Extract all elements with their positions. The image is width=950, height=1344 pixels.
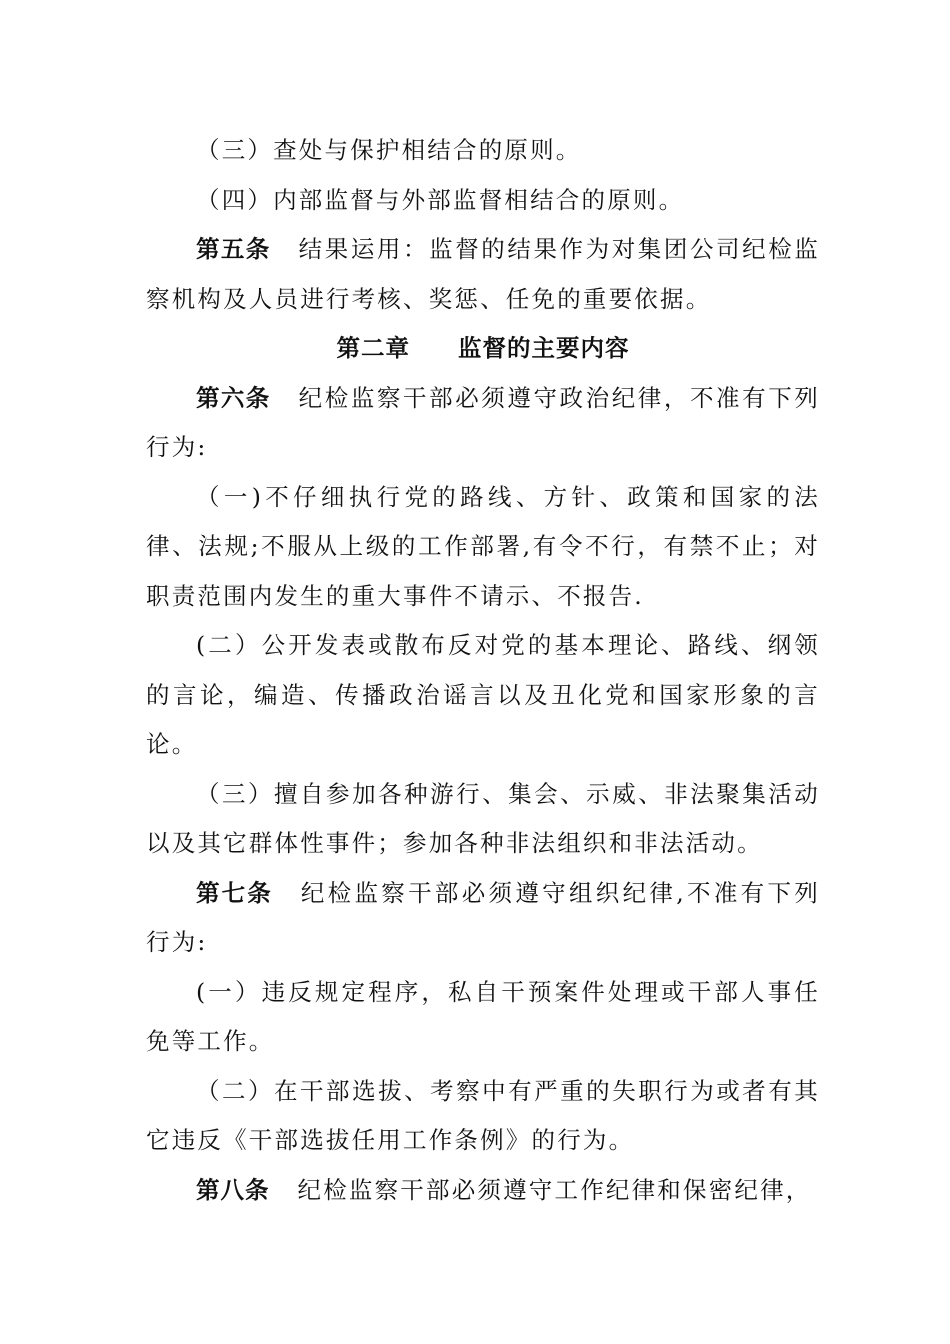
paragraph-text: (一）违反规定程序，私自干预案件处理或干部人事任免等工作。 [146,977,820,1055]
chapter-title: 监督的主要内容 [458,334,630,362]
article-label: 第八条 [196,1175,270,1204]
article-6-item-2 [146,621,820,770]
article-label: 第五条 [196,235,271,263]
article-8 [146,1166,820,1216]
document-page [146,126,820,1215]
article-6-item-1 [146,473,820,622]
article-7 [146,869,820,968]
paragraph-text: （二）在干部选拔、考察中有严重的失职行为或者有其它违反《干部选拔任用工作条例》的行为。 [146,1076,820,1154]
paragraph-principle-3 [146,126,820,176]
paragraph-text: （三）查处与保护相结合的原则。 [196,136,582,164]
article-5 [146,225,820,324]
paragraph-text: （四）内部监督与外部监督相结合的原则。 [196,185,685,214]
chapter-number: 第二章 [336,334,410,362]
article-text: 纪检监察干部必须遵守工作纪律和保密纪律， [297,1175,812,1204]
article-7-item-2 [146,1067,820,1166]
article-6 [146,374,820,473]
article-text: 纪检监察干部必须遵守组织纪律,不准有下列行为: [146,878,820,956]
article-text: 纪检监察干部必须遵守政治纪律，不准有下列行为: [146,383,821,461]
article-label: 第七条 [196,878,273,907]
chapter-heading [146,324,820,374]
article-label: 第六条 [196,383,271,412]
paragraph-text: （一)不仔细执行党的路线、方针、政策和国家的法律、法规;不服从上级的工作部署,有令不行，有禁不止；对职责范围内发生的重大事件不请示、不报告. [146,482,820,610]
article-6-item-3 [146,770,820,869]
article-text: 结果运用：监督的结果作为对集团公司纪检监察机构及人员进行考核、奖惩、任免的重要依据。 [146,235,821,313]
article-7-item-1 [146,968,820,1067]
paragraph-principle-4 [146,176,820,226]
paragraph-text: (二）公开发表或散布反对党的基本理论、路线、纲领的言论，编造、传播政治谣言以及丑化党和国家形象的言论。 [146,631,820,758]
paragraph-text: （三）擅自参加各种游行、集会、示威、非法聚集活动以及其它群体性事件；参加各种非法组织和非法活动。 [146,779,820,857]
